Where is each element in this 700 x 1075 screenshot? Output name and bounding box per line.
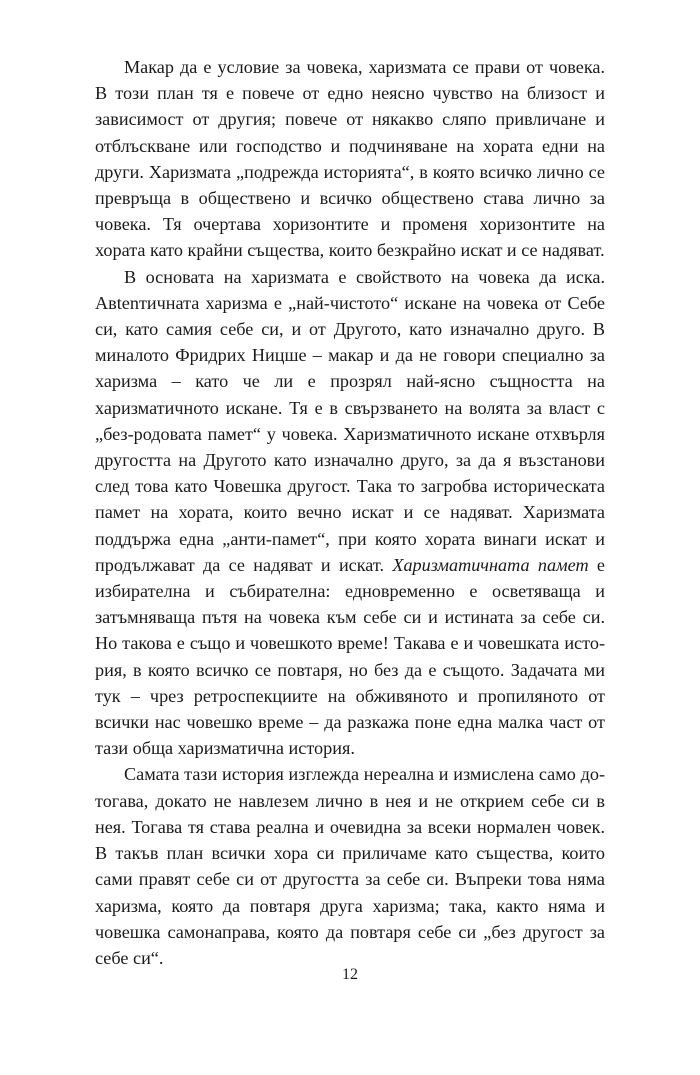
page-number: 12 <box>342 966 358 983</box>
paragraph-3 <box>95 761 605 971</box>
paragraph-2 <box>95 264 605 762</box>
paragraph-1-text: Макар да е условие за човека, харизмата се прави от човека. В този план тя е повече от едно неясно чувство на близост и зависимост от другия; повече от някакво сляпо привличане и отблъскване или господство и подчиняване на хората едни на други. Харизмата „подрежда историята“, в която всичко лично се превръща в обществено и всичко обществено става лично за човека. Тя очертава хоризонтите и променя хоризонтите на хората като крайни същества, които безкрайно искат и се надяват. <box>95 57 605 261</box>
paragraph-2-text-end: е избирателна и събирателна: едновременно е осветяваща и затъмняваща пътя на човека към себе си и истината за себе си. Но такова е също и човешкото време! Такава е и човешката история, в която всичко се повтаря, но без да е същото. Задачата ми тук – чрез ретроспекциите на обживяното и пропиляното от всички нас човешко време – да разкажа поне една малка част от тази обща харизматична история. <box>95 554 606 759</box>
paragraph-2-italic-term: Харизматичната памет <box>392 554 589 575</box>
paragraph-3-text: Самата тази история изглежда нереална и измислена само дотогава, докато не навлезем лично в нея и не открием себе си в нея. Тогава тя става реална и очевидна за всеки нормален човек. В такъв план всички хора си приличаме като същества, които сами правят себе си от другостта за себе си. Въпреки това няма харизма, която да повтаря друга харизма; така, както няма и човешка самонаправа, която да повтаря себе си „без другост за себе си“. <box>95 764 605 968</box>
paragraph-1 <box>95 54 605 264</box>
body-text <box>95 54 605 971</box>
paragraph-2-text-start: В основата на харизмата е свойството на човека да иска. Авtenтичната харизма е „най-чистото“ искане на човека от Себе си, като самия себе си, и от Другото, като изначално друго. В миналото Фридрих Ницше – макар и да не говори специално за харизма – като че ли е прозрял най-ясно същността на харизматичното искане. Тя е в свързването на волята за власт с „без-родовата памет“ у човека. Харизматичното искане отхвърля другостта на Другото като изначално друго, за да я възстанови след това като Човешка другост. Така то загробва историческата памет на хората, които вечно искат и се надяват. Харизмата поддържа една „анти-памет“, при която хората винаги искат и продължават да се надяват и искат. <box>95 266 605 575</box>
